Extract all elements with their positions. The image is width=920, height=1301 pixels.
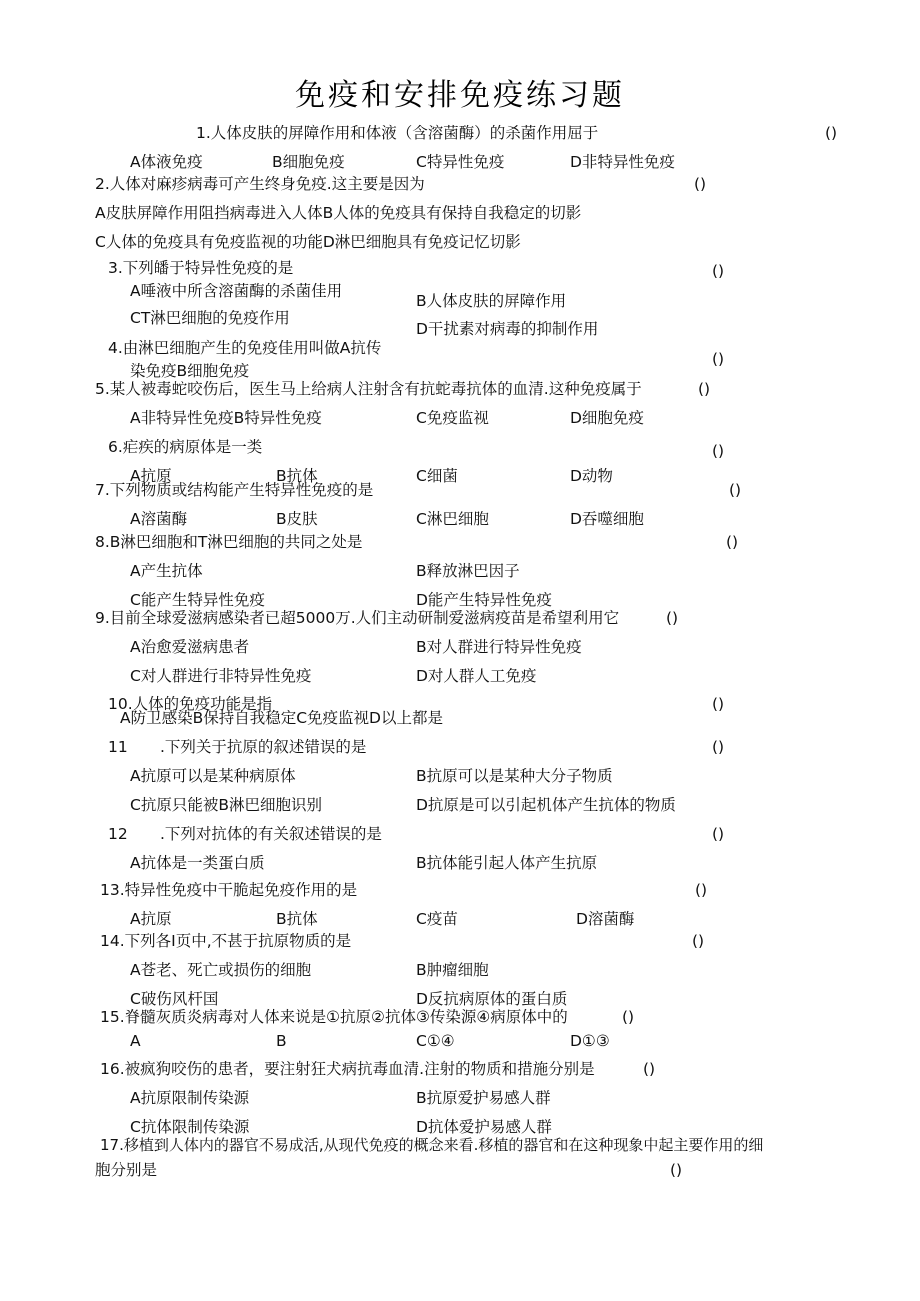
answer-paren: () (698, 380, 711, 398)
option-ab: A皮肤屏障作用阻挡病毒进入人体B人体的免疫具有保持自我稳定的切影 (95, 204, 582, 222)
option-a: A产生抗体 (130, 562, 203, 580)
question-12-number: 12 (108, 825, 128, 843)
answer-paren: () (695, 881, 708, 899)
answer-paren: () (643, 1060, 656, 1078)
option-d: D非特异性免疫 (570, 153, 675, 171)
answer-paren: () (726, 533, 739, 551)
option-d: D抗原是可以引起机体产生抗体的物质 (416, 796, 676, 814)
question-17-stem-continued: 胞分别是 (95, 1161, 158, 1179)
option-b: B抗体能引起人体产生抗原 (416, 854, 598, 872)
option-c: C淋巴细胞 (416, 510, 489, 528)
option-c: C破伤风杆国 (130, 990, 219, 1008)
option-c: C抗原只能被B淋巴细胞识别 (130, 796, 322, 814)
answer-paren: () (712, 825, 725, 843)
answer-paren: () (712, 262, 725, 280)
option-a: A溶菌酶 (130, 510, 188, 528)
question-3-stem: 3.下列皤于特异性免疫的是 (108, 259, 294, 277)
question-14-stem: 14.下列各I页中,不甚于抗原物质的是 (100, 932, 352, 950)
option-b: B对人群进行特异性免疫 (416, 638, 582, 656)
option-d: D细胞免疫 (570, 409, 644, 427)
option-c: C免疫监视 (416, 409, 489, 427)
option-b: B皮肤 (276, 510, 318, 528)
option-c: C①④ (416, 1032, 455, 1050)
option-d: D①③ (570, 1032, 610, 1050)
option-c: C疫苗 (416, 910, 458, 928)
answer-paren: () (622, 1008, 635, 1026)
option-c: C能产生特异性免疫 (130, 591, 265, 609)
option-d: D吞噬细胞 (570, 510, 644, 528)
question-4-stem: 4.由淋巴细胞产生的免疫佳用叫做A抗传 (108, 339, 382, 357)
question-5-stem: 5.某人被毒蛇咬伤后，医生马上给病人注射含有抗蛇毒抗体的血清.这种免疫属于 (95, 380, 642, 398)
answer-paren: () (666, 609, 679, 627)
option-b: B抗体 (276, 910, 318, 928)
option-c: C抗体限制传染源 (130, 1118, 250, 1136)
option-b: B抗体 (276, 467, 318, 485)
option-d: D抗体爱护易感人群 (416, 1118, 552, 1136)
question-2-stem: 2.人体对麻疹病毒可产生终身免疫.这主要是因为 (95, 175, 425, 193)
option-a: A抗体是一类蛋白质 (130, 854, 265, 872)
question-11-number: 11 (108, 738, 128, 756)
question-16-stem: 16.被疯狗咬伤的患者，要注射狂犬病抗毒血清.注射的物质和措施分别是 (100, 1060, 595, 1078)
option-b: B释放淋巴因子 (416, 562, 520, 580)
question-1-stem: 1.人体皮肤的屏障作用和体液（含溶菌酶）的杀菌作用屈于 (196, 124, 599, 142)
option-c: C特异性免疫 (416, 153, 505, 171)
option-b: B (276, 1032, 287, 1050)
question-17-stem: 17.移植到人体内的器官不易成活,从现代免疫的概念来看.移植的器官和在这种现象中起主要作用的细 (100, 1136, 764, 1154)
answer-paren: () (825, 124, 838, 142)
option-d: D动物 (570, 467, 613, 485)
option-d: D对人群人工免疫 (416, 667, 537, 685)
option-abcd: A防卫感染B保持自我稳定C免疫监视D以上都是 (120, 709, 443, 727)
option-d: D干扰素对病毒的抑制作用 (416, 320, 599, 338)
option-b: B人体皮肤的屏障作用 (416, 292, 567, 310)
answer-paren: () (692, 932, 705, 950)
option-c: C对人群进行非特异性免疫 (130, 667, 312, 685)
answer-paren: () (712, 350, 725, 368)
question-13-stem: 13.特异性免疫中干脆起免疫作用的是 (100, 881, 358, 899)
option-ab: A非特异性免疫B特异性免疫 (130, 409, 322, 427)
question-4-continued: 染免疫B细胞免疫 (130, 362, 250, 380)
option-b: B细胞免疫 (272, 153, 345, 171)
option-a: A抗原限制传染源 (130, 1089, 250, 1107)
option-a: A抗原可以是某种病原体 (130, 767, 296, 785)
answer-paren: () (729, 481, 742, 499)
question-15-stem: 15.脊髓灰质炎病毒对人体来说是①抗原②抗体③传染源④病原体中的 (100, 1008, 568, 1026)
option-a: A (130, 1032, 141, 1050)
option-b: B抗原可以是某种大分子物质 (416, 767, 613, 785)
option-d: D能产生特异性免疫 (416, 591, 552, 609)
answer-paren: () (670, 1161, 683, 1179)
question-9-stem: 9.目前全球爱滋病感染者已超5000万.人们主动研制爱滋病疫苗是希望利用它 (95, 609, 620, 627)
option-a: A抗原 (130, 467, 172, 485)
question-12-stem: .下列对抗体的有关叙述错误的是 (160, 825, 382, 843)
option-a: A治愈爱滋病患者 (130, 638, 250, 656)
question-8-stem: 8.B淋巴细胞和T淋巴细胞的共同之处是 (95, 533, 363, 551)
page-title: 免疫和安排免疫练习题 (295, 78, 625, 113)
question-10-stem: 10.人体的免疫功能是指 (108, 695, 273, 713)
option-c: CT淋巴细胞的免疫作用 (130, 309, 290, 327)
question-7-stem: 7.下列物质或结构能产生特异性免疫的是 (95, 481, 374, 499)
question-11-stem: .下列关于抗原的叙述错误的是 (160, 738, 367, 756)
option-a: A唾液中所含溶菌酶的杀菌佳用 (130, 282, 343, 300)
question-6-stem: 6.疟疾的病原体是一类 (108, 438, 263, 456)
option-a: A抗原 (130, 910, 172, 928)
answer-paren: () (712, 695, 725, 713)
option-a: A体液免疫 (130, 153, 203, 171)
option-d: D溶菌酶 (576, 910, 635, 928)
answer-paren: () (712, 442, 725, 460)
option-c: C细菌 (416, 467, 458, 485)
option-b: B抗原爱护易感人群 (416, 1089, 551, 1107)
option-d: D反抗病原体的蛋白质 (416, 990, 568, 1008)
answer-paren: () (712, 738, 725, 756)
option-a: A苍老、死亡或损伤的细胞 (130, 961, 312, 979)
option-cd: C人体的免疫具有免疫监视的功能D淋巴细胞具有免疫记忆切影 (95, 233, 521, 251)
option-b: B肿瘤细胞 (416, 961, 489, 979)
answer-paren: () (694, 175, 707, 193)
